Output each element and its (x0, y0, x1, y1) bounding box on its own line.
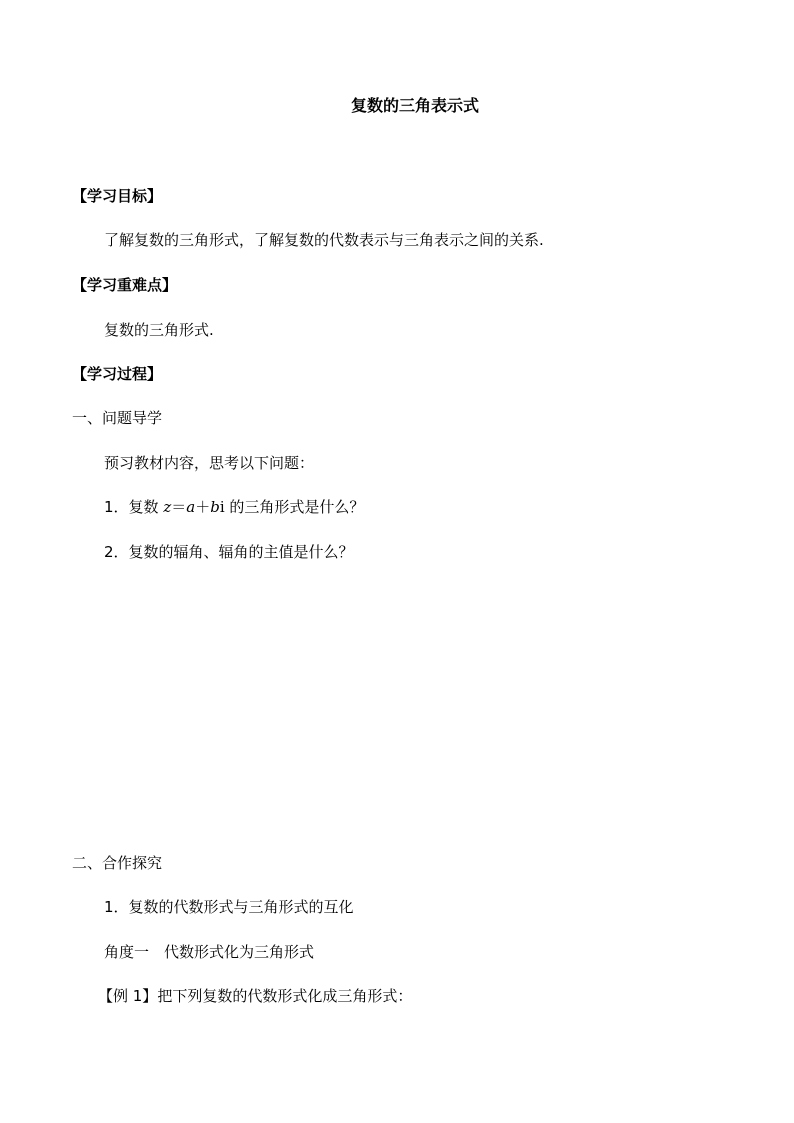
formula-a: a (186, 498, 196, 516)
question-1 (104, 497, 364, 517)
example-1-text: 把下列复数的代数形式化成三角形式： (157, 987, 413, 1005)
question-1-prefix: 1．复数 (104, 498, 164, 516)
angle-1-heading: 角度一 代数形式化为三角形式 (104, 943, 315, 961)
item-1-heading: 1．复数的代数形式与三角形式的互化 (104, 898, 354, 916)
formula-equals: ＝ (171, 498, 187, 516)
key-heading: 【学习重难点】 (72, 276, 178, 294)
formula-b: b (210, 498, 220, 516)
key-text: 复数的三角形式. (104, 321, 214, 339)
goal-text: 了解复数的三角形式，了解复数的代数表示与三角表示之间的关系. (104, 231, 544, 249)
goal-heading: 【学习目标】 (72, 187, 163, 205)
formula-z: z (163, 498, 172, 516)
preview-text: 预习教材内容，思考以下问题： (104, 454, 315, 472)
section-1-heading: 一、问题导学 (72, 409, 163, 427)
formula-plus: ＋ (195, 498, 211, 516)
question-1-suffix: 的三角形式是什么？ (224, 498, 365, 516)
example-1-tag: 【例 1】 (98, 987, 158, 1005)
formula-i: i (219, 498, 225, 516)
process-heading: 【学习过程】 (72, 365, 163, 383)
section-2-heading: 二、合作探究 (72, 854, 163, 872)
question-2: 2．复数的辐角、辐角的主值是什么？ (104, 543, 354, 561)
example-1 (98, 986, 412, 1006)
page-title: 复数的三角表示式 (350, 96, 479, 115)
question-1-formula (163, 498, 224, 516)
